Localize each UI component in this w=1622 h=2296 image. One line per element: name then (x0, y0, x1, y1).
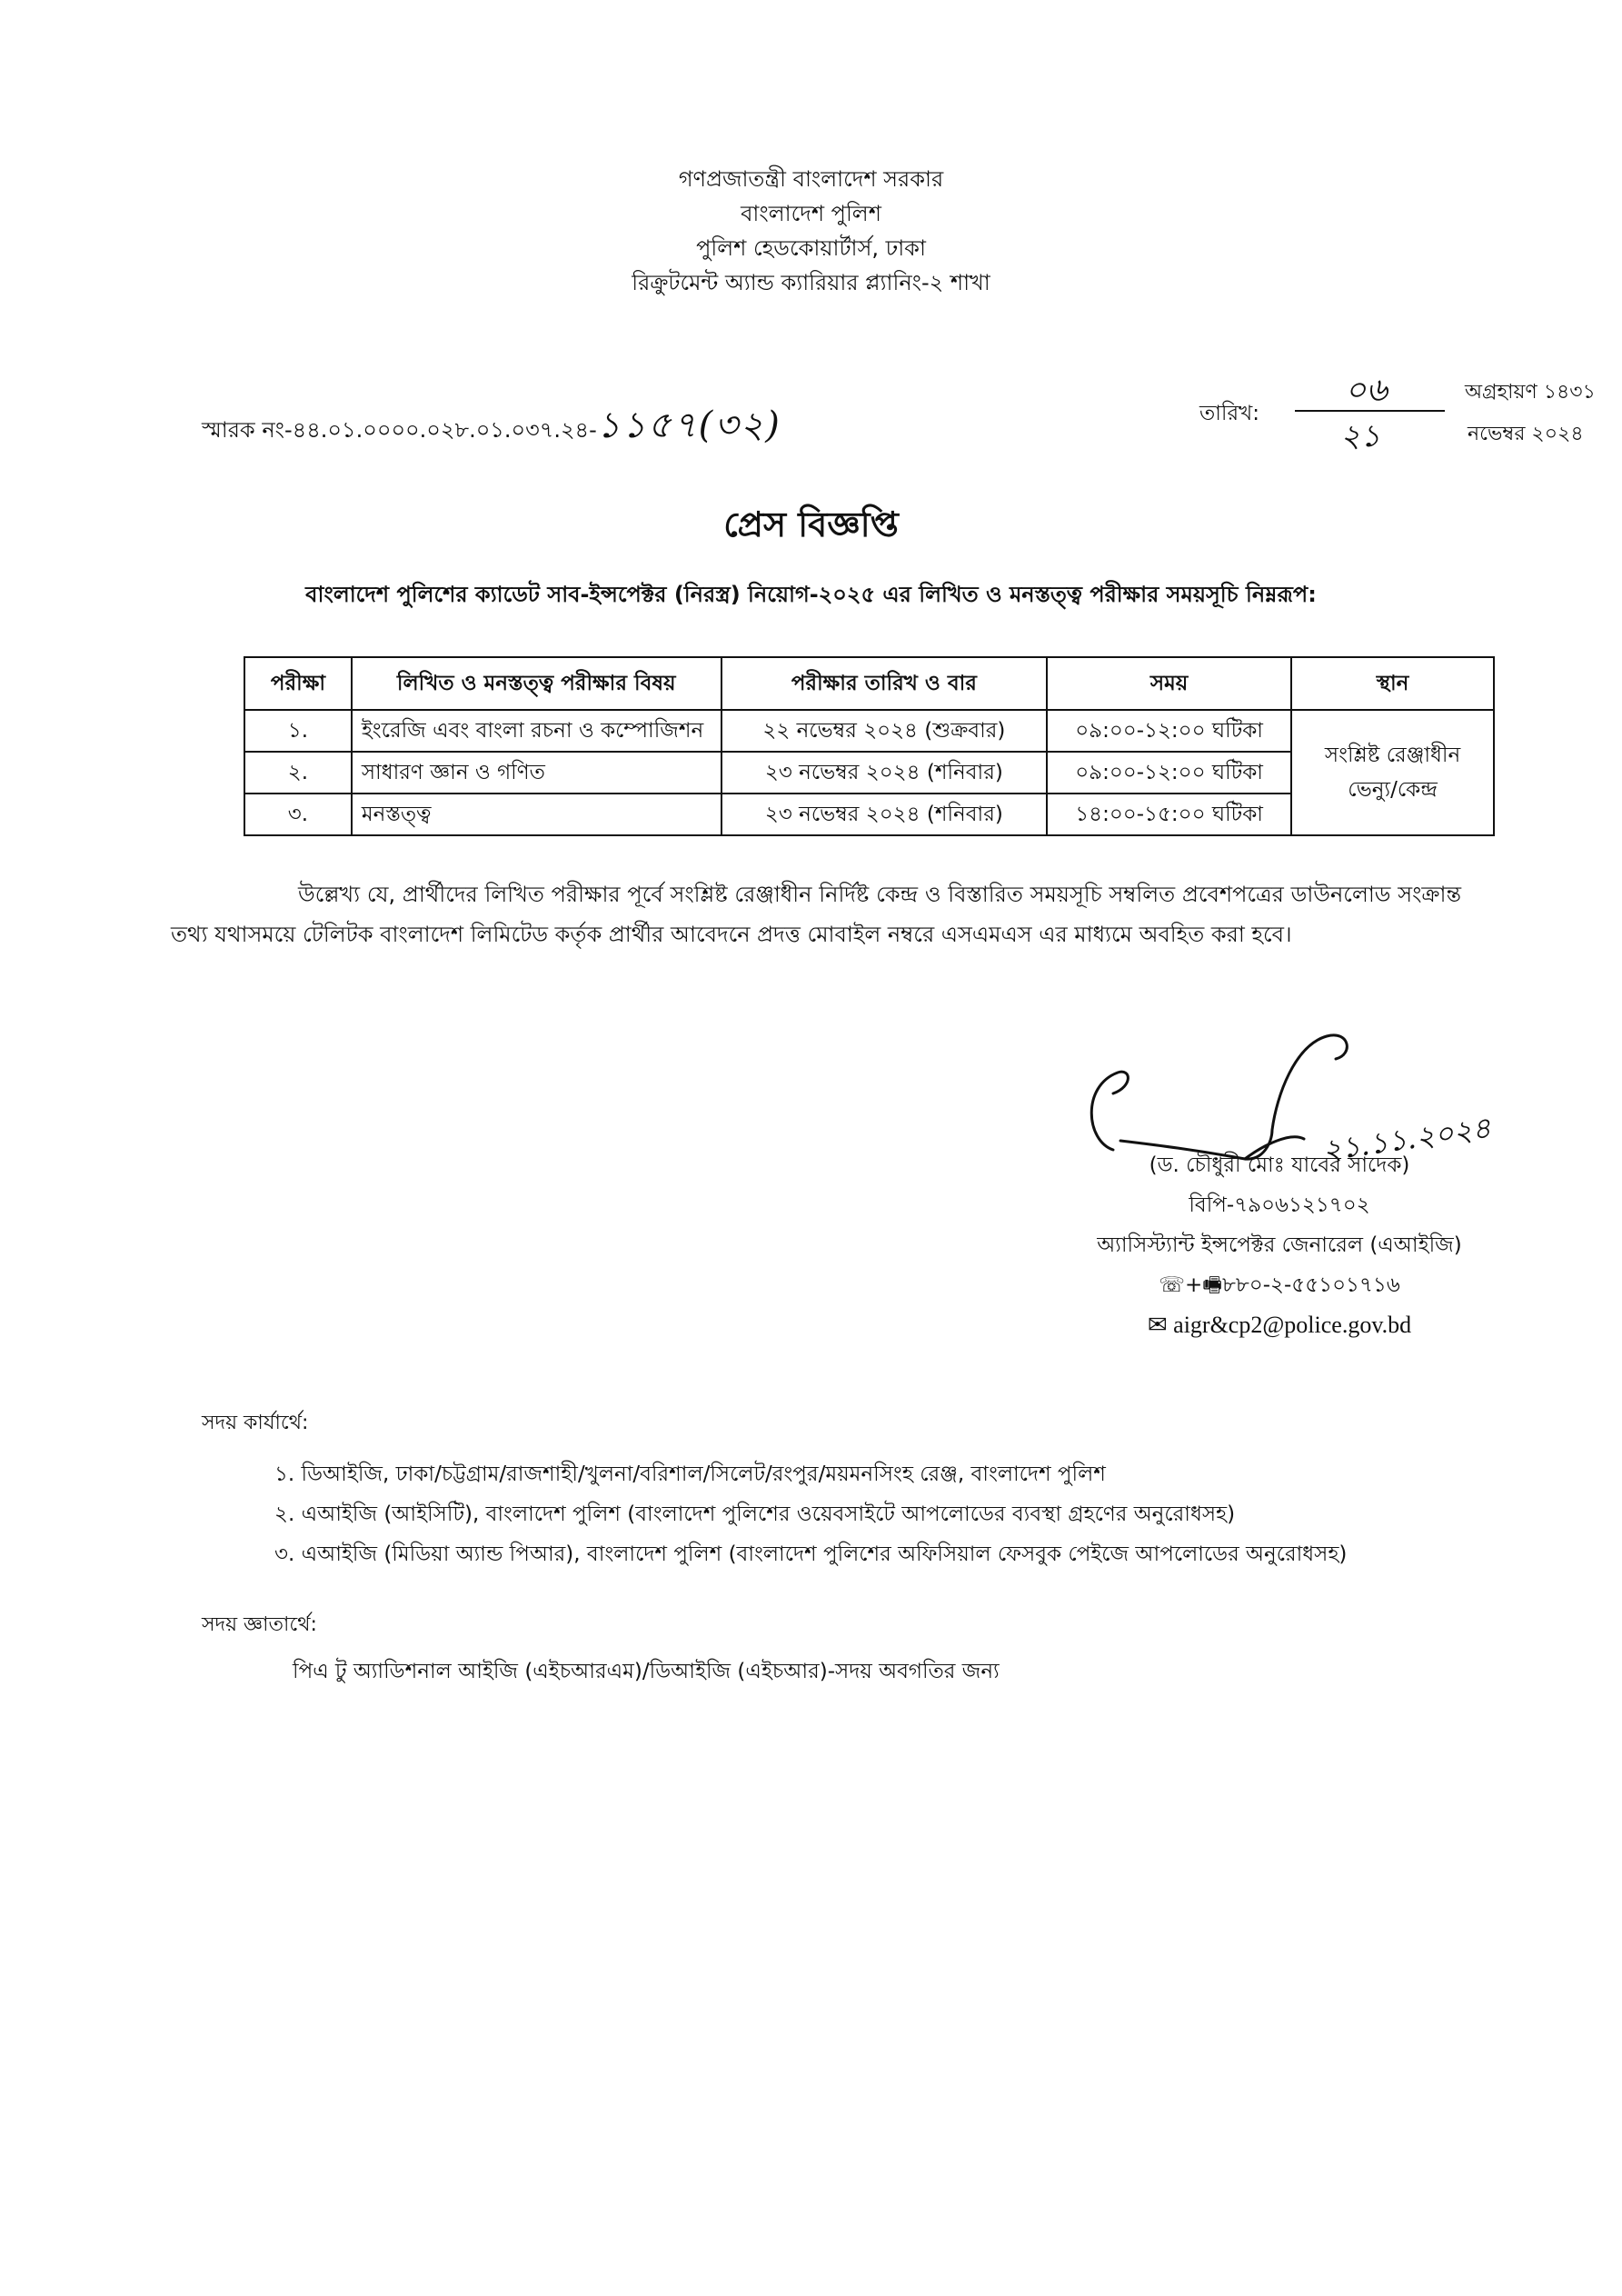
header-subject: লিখিত ও মনস্তত্ত্ব পরীক্ষার বিষয় (352, 657, 721, 710)
cell-venue (1291, 710, 1494, 835)
header-time: সময় (1047, 657, 1291, 710)
cell-date: ২৩ নভেম্বর ২০২৪ (শনিবার) (721, 752, 1047, 794)
date-divider (1295, 410, 1445, 412)
date-block (1199, 371, 1599, 454)
venue-line-2: ভেন্যু/কেন্দ্র (1348, 778, 1438, 802)
cell-subject: সাধারণ জ্ঞান ও গণিত (352, 752, 721, 794)
signature-handwritten-date: ২১.১১.২০২৪ (1319, 1110, 1494, 1168)
memo-handwritten-number: ১১৫৭(৩২) (596, 404, 781, 446)
header-venue: স্থান (1291, 657, 1494, 710)
letterhead (0, 162, 1622, 300)
date-month-bangla: অগ্রহায়ণ ১৪৩১ (1465, 381, 1596, 404)
header-exam: পরীক্ষা (244, 657, 352, 710)
cell-exam-no: ২. (244, 752, 352, 794)
exam-schedule-table (244, 656, 1495, 836)
list-item: ২. এআইজি (আইসিটি), বাংলাদেশ পুলিশ (বাংলাদেশ পুলিশের ওয়েবসাইটে আপলোডের ব্যবস্থা গ্রহণের অনুরোধসহ) (274, 1502, 1236, 1526)
date-day-bangla: ০৬ (1345, 372, 1388, 409)
venue-line-1: সংশ্লিষ্ট রেঞ্জাধীন (1324, 744, 1461, 767)
cell-exam-no: ৩. (244, 794, 352, 835)
memo-prefix: স্মারক নং-৪৪.০১.০০০০.০২৮.০১.০৩৭.২৪- (202, 417, 597, 443)
cell-time: ০৯:০০-১২:০০ ঘটিকা (1047, 710, 1291, 752)
signatory-email-row (1061, 1305, 1498, 1345)
signatory-email: aigr&cp2@police.gov.bd (1173, 1312, 1412, 1338)
date-day-english: ২১ (1340, 418, 1381, 454)
cell-exam-no: ১. (244, 710, 352, 752)
date-month-english: নভেম্বর ২০২৪ (1468, 423, 1584, 445)
information-title: সদয় জ্ঞাতার্থে: (202, 1613, 317, 1636)
letterhead-branch: রিক্রুটমেন্ট অ্যান্ড ক্যারিয়ার প্ল্যানিং-২ শাখা (632, 270, 990, 295)
cell-date: ২২ নভেম্বর ২০২৪ (শুক্রবার) (721, 710, 1047, 752)
distribution-title: সদয় কার্যার্থে: (202, 1412, 309, 1434)
signatory-bp-number: বিপি-৭৯০৬১২১৭০২ (1189, 1193, 1370, 1217)
list-item: ১. ডিআইজি, ঢাকা/চট্টগ্রাম/রাজশাহী/খুলনা/বরিশাল/সিলেট/রংপুর/ময়মনসিংহ রেঞ্জ, বাংলাদেশ পুলিশ (274, 1462, 1106, 1486)
information-item: পিএ টু অ্যাডিশনাল আইজি (এইচআরএম)/ডিআইজি (এইচআর)-সদয় অবগতির জন্য (293, 1660, 1000, 1683)
page-subtitle: বাংলাদেশ পুলিশের ক্যাডেট সাব-ইন্সপেক্টর (নিরস্ত্র) নিয়োগ-২০২৫ এর লিখিত ও মনস্তত্ত্ব পরীক্ষার সময়সূচি নিম্নরূপ: (305, 582, 1317, 607)
cell-subject: ইংরেজি এবং বাংলা রচনা ও কম্পোজিশন (352, 710, 721, 752)
cell-time: ১৪:০০-১৫:০০ ঘটিকা (1047, 794, 1291, 835)
letterhead-police: বাংলাদেশ পুলিশ (741, 201, 881, 226)
distribution-list (274, 1454, 1347, 1574)
cell-date: ২৩ নভেম্বর ২০২৪ (শনিবার) (721, 794, 1047, 835)
table-header-row (244, 657, 1494, 710)
table-row (244, 710, 1494, 752)
cell-time: ০৯:০০-১২:০০ ঘটিকা (1047, 752, 1291, 794)
signatory-designation: অ্যাসিস্ট্যান্ট ইন্সপেক্টর জেনারেল (এআইজি) (1097, 1233, 1462, 1257)
list-item: ৩. এআইজি (মিডিয়া অ্যান্ড পিআর), বাংলাদেশ পুলিশ (বাংলাদেশ পুলিশের অফিসিয়াল ফেসবুক পেইজে আপলোডের অনুরোধসহ) (274, 1542, 1348, 1566)
letterhead-headquarters: পুলিশ হেডকোয়ার্টার্স, ঢাকা (696, 235, 926, 261)
signatory-name: (ড. চৌধুরী মোঃ যাবের সাদেক) (1149, 1153, 1410, 1177)
signatory-phone: ☏+🖷৮৮০-২-৫৫১০১৭১৬ (1159, 1273, 1400, 1297)
cell-subject: মনস্তত্ত্ব (352, 794, 721, 835)
envelope-icon: ✉ (1147, 1312, 1168, 1338)
header-date: পরীক্ষার তারিখ ও বার (721, 657, 1047, 710)
notice-paragraph: উল্লেখ্য যে, প্রার্থীদের লিখিত পরীক্ষার পূর্বে সংশ্লিষ্ট রেঞ্জাধীন নির্দিষ্ট কেন্দ্র ও বিস্তারিত সময়সূচি সম্বলিত প্রবেশপত্রের ডাউনলোড সংক্রান্ত তথ্য যথাসময়ে টেলিটক বাংলাদেশ লিমিটেড কর্তৃক প্রার্থীর আবেদনে প্রদত্ত মোবাইল নম্বরে এসএমএস এর মাধ্যমে অবহিত করা হবে। (171, 882, 1461, 947)
memo-number (202, 396, 781, 457)
letterhead-government: গণপ্রজাতন্ত্রী বাংলাদেশ সরকার (678, 166, 944, 192)
signature-block (1061, 1145, 1498, 1345)
date-label: তারিখ: (1199, 402, 1260, 425)
page-title: প্রেস বিজ্ঞপ্তি (723, 504, 899, 544)
